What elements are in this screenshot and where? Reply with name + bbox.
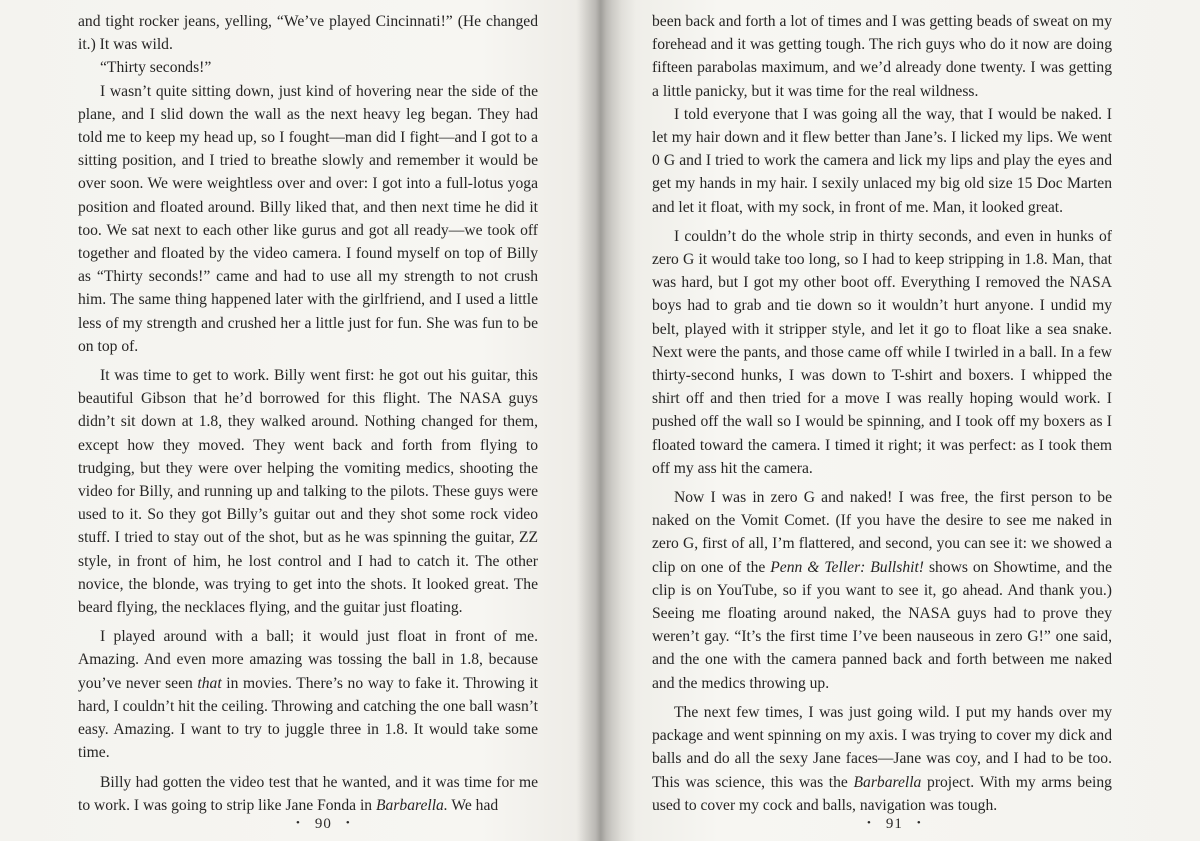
- folio-dot-icon: •: [345, 817, 351, 829]
- page-number: 90: [314, 816, 332, 832]
- page-number-left: [282, 816, 365, 833]
- right-page: [600, 0, 1200, 841]
- show-title: Penn & Teller: Bullshit!: [770, 558, 924, 576]
- paragraph: It was time to get to work. Billy went first: he got out his guitar, this beautiful Gibson that he’d borrowed for this flight. The NASA guys didn’t sit down at 1.8, they walked around. Nothing changed for them, except how they moved. They went back and forth from flying to trudging, but they were over helping the vomiting medics, shooting the video for Billy, and running up and talking to the pilots. These guys were used to it. So they got Billy’s guitar out and they shot some rock video stuff. I tried to stay out of the shot, but as he was spinning the guitar, ZZ style, in front of him, he lost control and I had to catch it. The other novice, the blonde, was trying to get into the shots. It looked great. The beard flying, the necklaces flying, and the guitar just floating.: [78, 367, 538, 617]
- paragraph: I told everyone that I was going all the way, that I would be naked. I let my hair down and it flew better than Jane’s. I licked my lips. We went 0 G and I tried to work the camera and lick my lips and play the eyes and get my hands in my hair. I sexily unlaced my big old size 15 Doc Marten and let it float, with my sock, in front of me. Man, it looked great.: [652, 105, 1112, 216]
- folio-dot-icon: •: [916, 817, 922, 829]
- page-number: 91: [885, 816, 903, 832]
- text-run: Billy had gotten the video test that he wanted, and it was time for me to work. I was going to strip like Jane Fonda in: [78, 773, 538, 814]
- text-run: in movies. There’s no way to fake it. Throwing it hard, I couldn’t hit the ceiling. Throwing and catching the one ball wasn’t easy. Amazing. I want to try to juggle three in 1.8. It would take some time.: [78, 674, 539, 762]
- text-run: Now I was in zero G and naked! I was free, the first person to be naked on the Vomit Comet. (If you have the desire to see me naked in zero G, first of all, I’m flattered, and second, you can see it: we showed a clip on one of the: [652, 489, 1112, 576]
- folio-dot-icon: •: [296, 817, 301, 829]
- text-run: We had: [451, 796, 499, 814]
- paragraph: “Thirty seconds!”: [100, 59, 212, 77]
- paragraph-last: [652, 701, 1112, 817]
- film-title: Barbarella.: [376, 796, 448, 814]
- paragraph: been back and forth a lot of times and I was getting beads of sweat on my forehead and it was getting tough. The rich guys who do it now are doing fifteen parabolas maximum, and we’d already done twenty. I was getting a little panicky, but it was time for the real wildness.: [652, 13, 1112, 100]
- text-run: shows on Showtime, and the clip is on YouTube, so if you want to see it, go ahead. And thank you.) Seeing me floating around naked, the NASA guys had to prove they weren’t gay. “It’s the first time I’ve been nauseous in zero G!” one said, and the one with the camera panned back and forth between me naked and the medics throwing up.: [652, 558, 1112, 692]
- film-title: Barbarella: [853, 773, 922, 791]
- text-run: project. With my arms being used to cover my cock and balls, navigation was tough.: [652, 773, 1112, 814]
- emphasis-text: that: [197, 674, 222, 692]
- paragraph-naked: [652, 486, 1112, 695]
- text-run: I played around with a ball; it would just float in front of me. Amazing. And even more amazing was tossing the ball in 1.8, because you’ve never seen: [78, 628, 538, 692]
- left-page-text: [78, 10, 538, 817]
- right-page-text: [652, 10, 1112, 817]
- paragraph: and tight rocker jeans, yelling, “We’ve played Cincinnati!” (He changed it.) It was wild.: [78, 13, 538, 54]
- paragraph-last: [78, 771, 538, 817]
- paragraph: I couldn’t do the whole strip in thirty seconds, and even in hunks of zero G it would take too long, so I had to keep stripping in 1.8. Man, that was hard, but I got my other boot off. Everything I removed the NASA boys had to grab and tie down so it wouldn’t hurt anyone. I undid my belt, played with it stripper style, and let it go to float like a sea snake. Next were the pants, and those came off while I twirled in a ball. In a few thirty-second hunks, I was down to T-shirt and boxers. I whipped the shirt off and then tried for a move I was really hoping would work. I pushed off the wall so I would be spinning, and I took off my boxers as I floated toward the camera. I timed it right; it was perfect: as I took them off my ass hit the camera.: [652, 227, 1112, 477]
- page-number-right: [853, 816, 936, 833]
- folio-dot-icon: •: [867, 817, 872, 829]
- paragraph: I wasn’t quite sitting down, just kind of hovering near the side of the plane, and I slid down the wall as the next heavy leg began. They had told me to keep my head up, so I fought—man did I fight—and I got to a sitting position, and I tried to breathe slowly and remember it would be over soon. We were weightless over and over: I got into a full-lotus yoga position and floated around. Billy liked that, and then next time he did it too. We sat next to each other like gurus and got all ready—we took off together and floated by the video camera. I found myself on top of Billy as “Thirty seconds!” came and had to use all my strength to not crush him. The same thing happened later with the girlfriend, and I used a little less of my strength and crushed her a little just for fun. She was fun to be on top of.: [78, 82, 538, 355]
- paragraph-ball: [78, 625, 538, 764]
- text-run: The next few times, I was just going wild. I put my hands over my package and went spinning on my axis. I was trying to cover my dick and balls and do all the sexy Jane faces—Jane was coy, and I had to be too. This was science, this was the: [652, 703, 1112, 791]
